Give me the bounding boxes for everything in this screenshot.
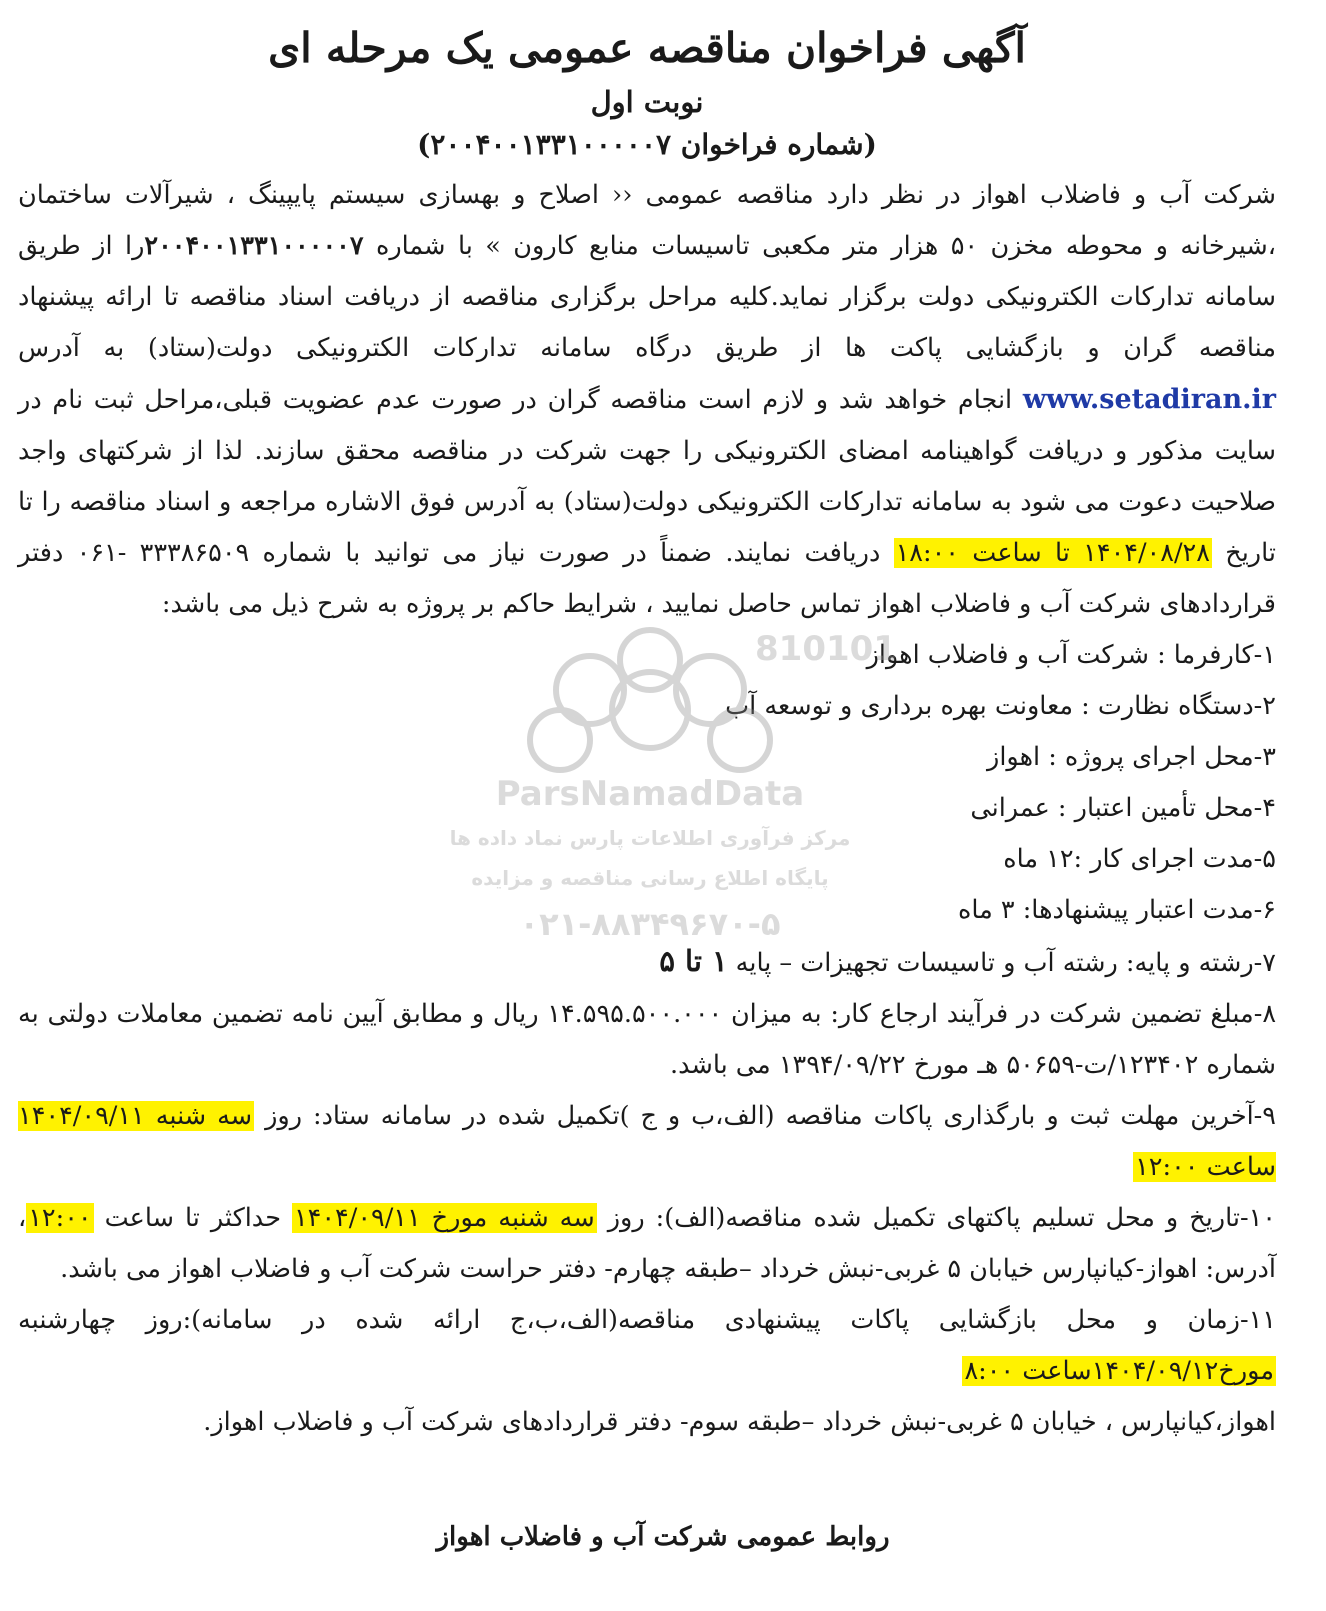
upload-deadline-date: سه شنبه ۱۴۰۴/۰۹/۱۱ ساعت ۱۲:۰۰	[18, 1101, 1276, 1182]
footer-signature: روابط عمومی شرکت آب و فاضلاب اهواز	[436, 1522, 890, 1552]
notice-page	[18, 8, 1276, 1448]
list-item-opening	[18, 1295, 1276, 1397]
notice-title: آگهی فراخوان مناقصه عمومی یک مرحله ای	[268, 24, 1026, 72]
list-item-supervisor: ۲-دستگاه نظارت : معاونت بهره برداری و توسعه آب	[725, 691, 1276, 721]
opening-text: ۱۱-زمان و محل بازگشایی پاکات پیشنهادی مناقصه(الف،ب،ج ارائه شده در سامانه):روز چهارشنبه	[18, 1305, 1276, 1335]
submission-text-3: ، آدرس: اهواز-کیانپارس خیابان ۵ غربی-نبش خرداد –طبقه چهارم- دفتر حراست شرکت آب و فاضلاب اهواز می باشد.	[18, 1203, 1276, 1284]
watermark-code: 810101	[755, 629, 897, 669]
opening-address: اهواز،کیانپارس ، خیابان ۵ غربی-نبش خرداد –طبقه سوم- دفتر قراردادهای شرکت آب و فاضلاب اهواز.	[203, 1407, 1276, 1437]
tender-code: ۲۰۰۴۰۰۱۳۳۱۰۰۰۰۰۷	[144, 231, 364, 261]
upload-deadline-text: ۹-آخرین مهلت ثبت و بارگذاری پاکات مناقصه (الف،ب و ج )تکمیل شده در سامانه ستاد: روز	[254, 1101, 1276, 1131]
submission-text-2: حداکثر تا ساعت	[93, 1203, 292, 1233]
submission-time: ۱۲:۰۰	[28, 1203, 92, 1233]
intro-text-1: شرکت آب و فاضلاب اهواز در نظر دارد مناقصه عمومی ‹‹ اصلاح و بهسازی سیستم پایپینگ ، شیرآلات ساختمان ،شیرخانه و محوطه مخزن ۵۰ هزار متر مکعبی تاسیسات منابع کارون » با شماره	[18, 180, 1276, 261]
list-item-guarantee: ۸-مبلغ تضمین شرکت در فرآیند ارجاع کار: به میزان ۱۴.۵۹۵.۵۰۰.۰۰۰ ریال و مطابق آیین نامه تضمین معاملات دولتی به شماره ۱۲۳۴۰۲/ت-۵۰۶۵۹ هـ مورخ ۱۳۹۴/۰۹/۲۲ می باشد.	[18, 999, 1277, 1080]
list-item-grade	[18, 936, 1276, 989]
conditions-list	[18, 630, 1276, 1448]
list-item-upload-deadline	[18, 1091, 1276, 1193]
list-item-duration: ۵-مدت اجرای کار :۱۲ ماه	[1003, 844, 1276, 874]
watermark-brand: ParsNamadData	[495, 774, 805, 814]
intro-text-2: را از طریق سامانه تدارکات الکترونیکی دولت برگزار نماید.کلیه مراحل برگزاری مناقصه از دریافت اسناد مناقصه تا ارائه پیشنهاد مناقصه گران و بازگشایی پاکت ها از طریق درگاه سامانه تدارکات الکترونیکی دولت(ستاد) به آدرس	[18, 231, 1276, 363]
submission-date: سه شنبه مورخ ۱۴۰۴/۰۹/۱۱	[293, 1203, 595, 1233]
document-deadline: ۱۴۰۴/۰۸/۲۸ تا ساعت ۱۸:۰۰	[895, 538, 1210, 568]
intro-paragraph	[18, 170, 1276, 630]
grade-text: ۷-رشته و پایه: رشته آب و تاسیسات تجهیزات – پایه	[727, 948, 1276, 978]
list-item-validity: ۶-مدت اعتبار پیشنهادها: ۳ ماه	[958, 895, 1276, 925]
watermark-phone: ۰۲۱-۸۸۳۴۹۶۷۰-۵	[519, 905, 781, 943]
tender-number: (شماره فراخوان ۲۰۰۴۰۰۱۳۳۱۰۰۰۰۰۷)	[417, 128, 877, 161]
opening-date: مورخ۱۴۰۴/۰۹/۱۲ساعت ۸:۰۰	[964, 1356, 1274, 1386]
list-item-employer: ۱-کارفرما : شرکت آب و فاضلاب اهواز	[866, 640, 1276, 670]
setad-link[interactable]: www.setadiran.ir	[1022, 384, 1276, 415]
list-item-submission	[18, 1193, 1276, 1295]
list-item-location: ۳-محل اجرای پروژه : اهواز	[987, 742, 1276, 772]
notice-round: نوبت اول	[590, 85, 704, 119]
intro-text-3: انجام خواهد شد و لازم است مناقصه گران در صورت عدم عضویت قبلی،مراحل ثبت نام در سایت مذکور و دریافت گواهینامه امضای الکترونیکی را جهت شرکت در مناقصه محقق سازند. لذا از شرکتهای واجد صلاحیت دعوت می شود به سامانه تدارکات الکترونیکی دولت(ستاد) به آدرس فوق الاشاره مراجعه و اسناد مناقصه را تا تاریخ	[18, 385, 1276, 568]
submission-text-1: ۱۰-تاریخ و محل تسلیم پاکتهای تکمیل شده مناقصه(الف): روز	[596, 1203, 1276, 1233]
intro-text-4: دریافت نمایند. ضمناً در صورت نیاز می توانید با شماره ۳۳۳۸۶۵۰۹ -۰۶۱ دفتر قراردادهای شرکت آب و فاضلاب اهواز تماس حاصل نمایید ، شرایط حاکم بر پروژه به شرح ذیل می باشد:	[18, 538, 1276, 619]
list-item-funding: ۴-محل تأمین اعتبار : عمرانی	[970, 793, 1276, 823]
grade-range: ۱ تا ۵	[659, 944, 728, 978]
watermark-line-1: مرکز فرآوری اطلاعات پارس نماد داده ها	[449, 826, 851, 850]
watermark-line-2: پایگاه اطلاع رسانی مناقصه و مزایده	[471, 866, 829, 890]
